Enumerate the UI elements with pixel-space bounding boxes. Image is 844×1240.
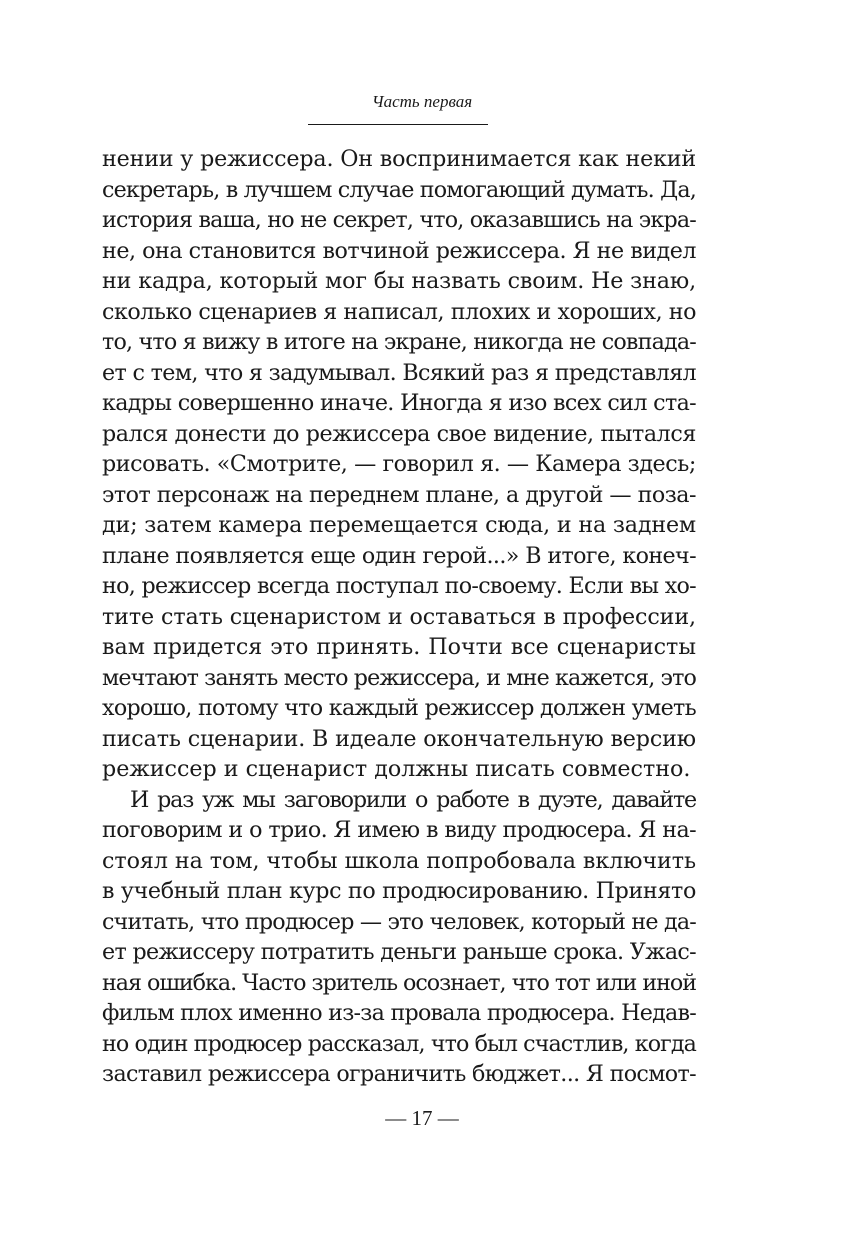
text-line: И раз уж мы заговорили о работе в дуэте, давайте <box>130 786 696 813</box>
text-line: вам придется это принять. Почти все сценаристы <box>102 634 696 660</box>
page-number: — 17 — <box>385 1106 459 1130</box>
text-line: тите стать сценаристом и оставаться в профессии, <box>102 603 696 630</box>
text-line: фильм плох именно из-за провала продюсера. Недав- <box>102 1000 696 1026</box>
text-line: рисовать. «Смотрите, — говорил я. — Камера здесь; <box>102 451 696 477</box>
text-line: история ваша, но не секрет, что, оказавшись на экра- <box>102 207 696 233</box>
text-line: плане появляется еще один герой...» В итоге, конеч- <box>102 542 696 569</box>
body-text <box>102 144 696 1090</box>
text-line: но, режиссер всегда поступал по-своему. Если вы хо- <box>102 573 696 599</box>
paragraph-2 <box>102 785 696 1090</box>
text-line: считать, что продюсер — это человек, который не да- <box>102 908 696 935</box>
text-line: ет режиссеру потратить деньги раньше срока. Ужас- <box>102 939 696 965</box>
text-line: ни кадра, который мог бы назвать своим. Не знаю, <box>102 268 696 294</box>
header-rule <box>308 124 488 125</box>
text-line: нении у режиссера. Он воспринимается как некий <box>102 146 696 172</box>
text-line: рался донести до режиссера свое видение, пытался <box>102 420 696 447</box>
text-line: ная ошибка. Часто зритель осознает, что тот или иной <box>102 969 696 996</box>
text-line: секретарь, в лучшем случае помогающий думать. Да, <box>102 176 696 203</box>
text-line: ет с тем, что я задумывал. Всякий раз я представлял <box>102 359 696 386</box>
text-line: кадры совершенно иначе. Иногда я изо всех сил ста- <box>102 390 696 416</box>
text-line: мечтают занять место режиссера, и мне кажется, это <box>102 664 696 691</box>
text-line: но один продюсер рассказал, что был счастлив, когда <box>102 1030 696 1057</box>
text-line: ди; затем камера перемещается сюда, и на заднем <box>102 512 696 538</box>
text-line: сколько сценариев я написал, плохих и хороших, но <box>102 298 696 325</box>
text-line: хорошо, потому что каждый режиссер должен уметь <box>102 695 696 721</box>
text-line: поговорим и о трио. Я имею в виду продюсера. Я на- <box>102 817 696 843</box>
text-line: заставил режиссера ограничить бюджет... Я посмот- <box>102 1061 696 1087</box>
text-line: этот персонаж на переднем плане, а другой — поза- <box>102 481 696 508</box>
text-line: стоял на том, чтобы школа попробовала включить <box>102 847 696 874</box>
text-line: не, она становится вотчиной режиссера. Я не видел <box>102 237 696 264</box>
paragraph-1 <box>102 144 696 785</box>
text-line: то, что я вижу в итоге на экране, никогда не совпада- <box>102 329 696 355</box>
text-line: в учебный план курс по продюсированию. Принято <box>102 878 696 904</box>
running-header: Часть первая <box>371 92 473 111</box>
text-line: режиссер и сценарист должны писать совместно. <box>102 756 691 782</box>
text-line: писать сценарии. В идеале окончательную версию <box>102 725 696 752</box>
